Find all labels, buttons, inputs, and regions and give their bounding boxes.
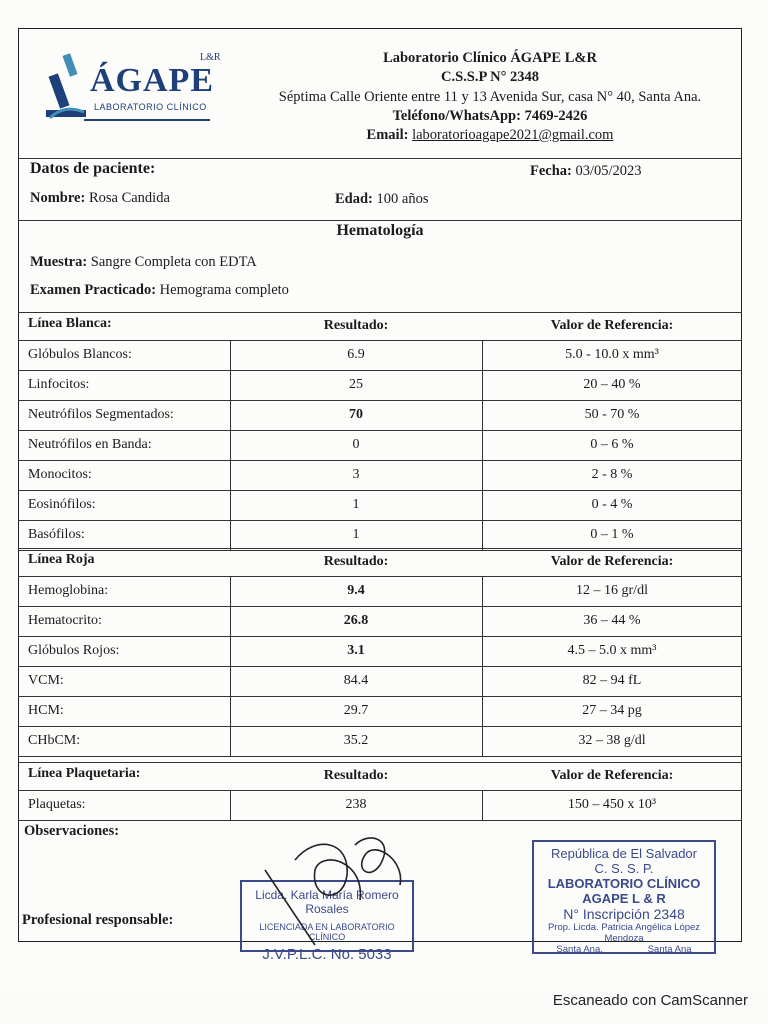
test-value: Hemograma completo: [159, 282, 289, 298]
result-value: 35.2: [343, 733, 369, 748]
reference-value: 32 – 38 g/dl: [578, 733, 646, 748]
row-divider: [18, 550, 742, 551]
column-line: [482, 696, 483, 726]
result-header: Resultado:: [323, 768, 389, 783]
section-divider: [18, 548, 742, 549]
reference-header: Valor de Referencia:: [550, 768, 674, 783]
analyte-name: HCM:: [28, 703, 64, 718]
patient-age: [335, 191, 428, 208]
patient-name: [30, 190, 170, 207]
reference-value: 82 – 94 fL: [582, 673, 642, 688]
column-line: [482, 666, 483, 696]
analyte-name: Linfocitos:: [28, 377, 90, 392]
stamp-registration: N° Inscripción 2348: [563, 906, 685, 922]
logo-badge: L&R: [200, 52, 221, 63]
row-divider: [18, 696, 742, 697]
exam-title: Hematología: [336, 222, 424, 239]
sample-line: [30, 254, 257, 271]
divider: [18, 158, 742, 159]
row-divider: [18, 606, 742, 607]
laboratory-stamp: [532, 840, 716, 954]
stamp-city-line: [534, 944, 714, 955]
stamp-cssp: C. S. S. P.: [594, 861, 654, 876]
scanner-watermark: Escaneado con CamScanner: [552, 992, 748, 1009]
stamp-lab: LABORATORIO CLÍNICO: [547, 876, 701, 891]
stamp-lab-name: AGAPE L & R: [582, 891, 666, 906]
analyte-name: Eosinófilos:: [28, 497, 96, 512]
result-value: 0: [352, 437, 360, 452]
analyte-name: Monocitos:: [28, 467, 92, 482]
age-label: Edad:: [335, 191, 373, 207]
section-title: Línea Plaquetaria:: [28, 766, 141, 781]
analyte-name: Glóbulos Rojos:: [28, 643, 120, 658]
result-header: Resultado:: [323, 318, 389, 333]
row-divider: [18, 726, 742, 727]
reference-header: Valor de Referencia:: [550, 554, 674, 569]
row-divider: [18, 820, 742, 821]
column-line: [230, 726, 231, 756]
name-label: Nombre:: [30, 190, 86, 206]
result-value: 6.9: [347, 347, 365, 362]
column-line: [482, 490, 483, 520]
row-divider: [18, 430, 742, 431]
column-line: [482, 430, 483, 460]
row-divider: [18, 400, 742, 401]
sample-value: Sangre Completa con EDTA: [90, 254, 257, 270]
result-value: 26.8: [343, 613, 369, 628]
email-link[interactable]: laboratorioagape2021@gmail.com: [412, 127, 614, 143]
analyte-name: CHbCM:: [28, 733, 81, 748]
reference-value: 27 – 34 pg: [582, 703, 642, 718]
row-divider: [18, 666, 742, 667]
lab-cssp: C.S.S.P N° 2348: [440, 69, 540, 85]
column-line: [482, 520, 483, 550]
reference-value: 4.5 – 5.0 x mm³: [567, 643, 657, 658]
report-date: [530, 163, 642, 180]
column-line: [230, 340, 231, 370]
analyte-name: Hematocrito:: [28, 613, 102, 628]
row-divider: [18, 520, 742, 521]
result-value: 238: [345, 797, 367, 812]
reference-value: 12 – 16 gr/dl: [576, 583, 648, 598]
stamp-city-2: Santa Ana: [647, 944, 692, 955]
result-header: Resultado:: [323, 554, 389, 569]
test-label: Examen Practicado:: [30, 282, 157, 298]
result-value: 1: [352, 527, 360, 542]
reference-value: 150 – 450 x 10³: [567, 797, 657, 812]
column-line: [230, 606, 231, 636]
stamp-owner: Prop. Licda. Patricia Angélica López Mendoza: [547, 922, 701, 944]
column-line: [482, 400, 483, 430]
reference-header: Valor de Referencia:: [550, 318, 674, 333]
result-value: 3: [352, 467, 360, 482]
column-line: [230, 696, 231, 726]
lab-name: Laboratorio Clínico ÁGAPE L&R: [383, 50, 597, 66]
reference-value: 50 - 70 %: [584, 407, 640, 422]
analyte-name: Hemoglobina:: [28, 583, 109, 598]
reference-value: 0 – 6 %: [590, 437, 634, 452]
column-line: [482, 370, 483, 400]
professional-label: Profesional responsable:: [22, 912, 174, 928]
analyte-name: Glóbulos Blancos:: [28, 347, 132, 362]
column-line: [230, 576, 231, 606]
logo-wordmark: ÁGAPE: [90, 62, 214, 99]
column-line: [230, 790, 231, 820]
sample-label: Muestra:: [30, 254, 88, 270]
analyte-name: Neutrófilos Segmentados:: [28, 407, 174, 422]
reference-value: 0 – 1 %: [590, 527, 634, 542]
column-line: [482, 460, 483, 490]
column-line: [230, 400, 231, 430]
stamp-title: LICENCIADA EN LABORATORIO CLÍNICO: [259, 922, 395, 942]
column-line: [482, 340, 483, 370]
column-line: [482, 606, 483, 636]
divider: [18, 220, 742, 221]
lab-logo: [40, 44, 220, 134]
row-divider: [18, 576, 742, 577]
reference-value: 0 - 4 %: [591, 497, 633, 512]
lab-address: Séptima Calle Oriente entre 11 y 13 Avenida Sur, casa N° 40, Santa Ana.: [278, 89, 702, 105]
reference-value: 2 - 8 %: [591, 467, 633, 482]
row-divider: [18, 340, 742, 341]
analyte-name: Plaquetas:: [28, 797, 86, 812]
result-value: 29.7: [343, 703, 369, 718]
column-line: [230, 460, 231, 490]
row-divider: [18, 636, 742, 637]
column-line: [482, 636, 483, 666]
column-line: [482, 790, 483, 820]
test-line: [30, 282, 289, 299]
row-divider: [18, 370, 742, 371]
column-line: [230, 430, 231, 460]
analyte-name: Basófilos:: [28, 527, 85, 542]
result-value: 84.4: [343, 673, 369, 688]
reference-value: 5.0 - 10.0 x mm³: [565, 347, 659, 362]
row-divider: [18, 790, 742, 791]
column-line: [482, 576, 483, 606]
stamp-name: Licda. Karla María Romero Rosales: [255, 888, 399, 916]
lab-phone-line: [230, 106, 750, 126]
age-value: 100 años: [376, 191, 429, 207]
stamp-country: República de El Salvador: [551, 846, 697, 861]
stamp-city-1: Santa Ana,: [556, 944, 603, 955]
result-value: 25: [349, 377, 363, 392]
column-line: [230, 636, 231, 666]
name-value: Rosa Candida: [88, 190, 170, 206]
analyte-name: VCM:: [28, 673, 64, 688]
row-divider: [18, 460, 742, 461]
column-line: [230, 490, 231, 520]
column-line: [230, 520, 231, 550]
reference-value: 36 – 44 %: [583, 613, 641, 628]
stamp-number: J.V.P.L.C. No. 5033: [262, 946, 392, 963]
date-value: 03/05/2023: [575, 163, 642, 179]
result-value: 3.1: [347, 643, 365, 658]
section-title: Línea Blanca:: [28, 316, 112, 331]
result-value: 1: [352, 497, 360, 512]
row-divider: [18, 490, 742, 491]
observations-label: Observaciones:: [24, 823, 120, 839]
row-divider: [18, 756, 742, 757]
email-label: Email:: [366, 127, 409, 143]
lab-email-line: [230, 125, 750, 145]
date-label: Fecha:: [530, 163, 572, 179]
section-divider: [18, 762, 742, 763]
result-value: 70: [349, 407, 363, 422]
phone-label: Teléfono/WhatsApp:: [392, 108, 521, 124]
reference-value: 20 – 40 %: [583, 377, 641, 392]
signature: [255, 830, 415, 950]
section-divider: [18, 312, 742, 313]
section-title: Línea Roja: [28, 552, 95, 567]
phone-value: 7469-2426: [524, 108, 588, 124]
analyte-name: Neutrófilos en Banda:: [28, 437, 152, 452]
logo-subtitle: LABORATORIO CLÍNICO: [94, 102, 207, 112]
column-line: [230, 370, 231, 400]
patient-section-title: Datos de paciente:: [30, 160, 156, 177]
result-value: 9.4: [347, 583, 365, 598]
column-line: [230, 666, 231, 696]
column-line: [482, 726, 483, 756]
